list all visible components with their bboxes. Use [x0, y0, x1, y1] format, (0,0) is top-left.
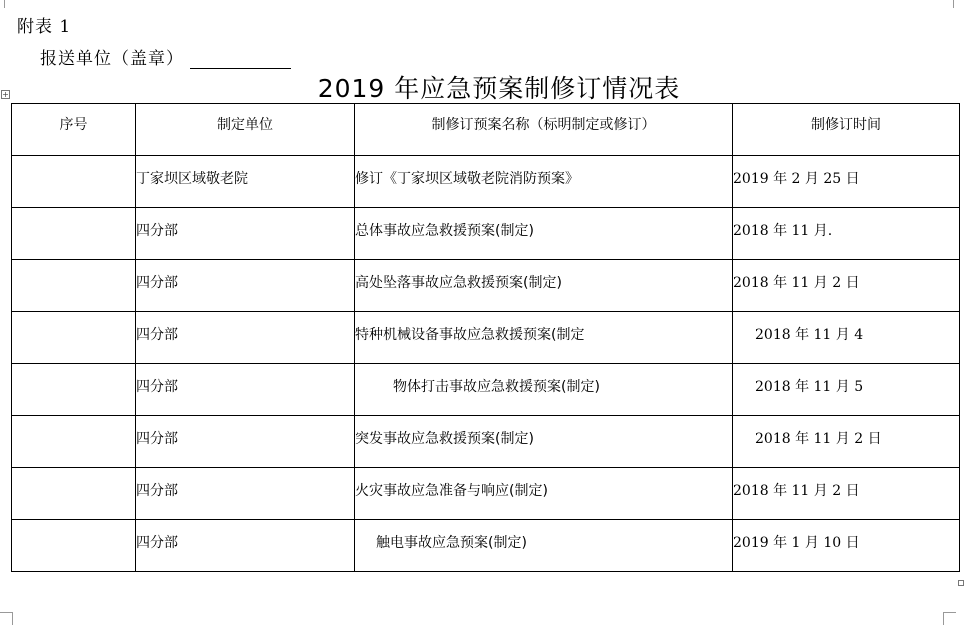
cell-plan-name[interactable]: 物体打击事故应急救援预案(制定) [355, 364, 733, 416]
cell-unit[interactable]: 四分部 [136, 416, 355, 468]
table-header-row [12, 104, 960, 156]
cell-plan-name[interactable]: 触电事故应急预案(制定) [355, 520, 733, 572]
header-unit[interactable]: 制定单位 [136, 104, 355, 156]
cell-unit[interactable]: 四分部 [136, 260, 355, 312]
resize-handle-icon[interactable] [958, 580, 964, 586]
cell-serial-no[interactable] [12, 416, 136, 468]
cell-revision-time[interactable]: 2018 年 11 月 4 [733, 312, 960, 364]
cell-serial-no[interactable] [12, 468, 136, 520]
cell-unit[interactable]: 丁家坝区域敬老院 [136, 156, 355, 208]
cell-revision-time[interactable]: 2018 年 11 月 2 日 [733, 468, 960, 520]
cell-revision-time[interactable]: 2018 年 11 月 5 [733, 364, 960, 416]
header-serial-no[interactable]: 序号 [12, 104, 136, 156]
page-corner-guide-bottom-left [0, 612, 13, 625]
plan-revision-table [11, 103, 960, 572]
cell-revision-time[interactable]: 2018 年 11 月 2 日 [733, 416, 960, 468]
submitting-unit-label: 报送单位（盖章） [40, 49, 184, 69]
table-row [12, 156, 960, 208]
move-handle-icon[interactable]: + [2, 90, 9, 99]
cell-unit[interactable]: 四分部 [136, 520, 355, 572]
cell-revision-time[interactable]: 2019 年 2 月 25 日 [733, 156, 960, 208]
table-row [12, 468, 960, 520]
attachment-label: 附表 1 [17, 17, 72, 37]
table-row [12, 364, 960, 416]
page-corner-guide-top-right [953, 0, 954, 8]
header-plan-name[interactable]: 制修订预案名称（标明制定或修订） [355, 104, 733, 156]
cell-plan-name[interactable]: 火灾事故应急准备与响应(制定) [355, 468, 733, 520]
cell-unit[interactable]: 四分部 [136, 312, 355, 364]
table-row [12, 520, 960, 572]
header-revision-time[interactable]: 制修订时间 [733, 104, 960, 156]
page-corner-guide-top-left [4, 0, 5, 8]
cell-plan-name[interactable]: 特种机械设备事故应急救援预案(制定 [355, 312, 733, 364]
cell-revision-time[interactable]: 2018 年 11 月. [733, 208, 960, 260]
cell-unit[interactable]: 四分部 [136, 208, 355, 260]
cell-serial-no[interactable] [12, 260, 136, 312]
cell-plan-name[interactable]: 修订《丁家坝区域敬老院消防预案》 [355, 156, 733, 208]
cell-serial-no[interactable] [12, 156, 136, 208]
cell-serial-no[interactable] [12, 520, 136, 572]
cell-serial-no[interactable] [12, 208, 136, 260]
cell-unit[interactable]: 四分部 [136, 364, 355, 416]
cell-plan-name[interactable]: 高处坠落事故应急救援预案(制定) [355, 260, 733, 312]
cell-serial-no[interactable] [12, 364, 136, 416]
page-title: 2019 年应急预案制修订情况表 [317, 74, 681, 103]
cell-plan-name[interactable]: 总体事故应急救援预案(制定) [355, 208, 733, 260]
cell-unit[interactable]: 四分部 [136, 468, 355, 520]
submitting-unit-blank[interactable] [190, 48, 291, 69]
table-row [12, 260, 960, 312]
table-row [12, 416, 960, 468]
page-corner-guide-bottom-right [943, 612, 956, 625]
submitting-unit-line [40, 44, 291, 69]
table-row [12, 312, 960, 364]
cell-revision-time[interactable]: 2018 年 11 月 2 日 [733, 260, 960, 312]
cell-revision-time[interactable]: 2019 年 1 月 10 日 [733, 520, 960, 572]
table-row [12, 208, 960, 260]
cell-plan-name[interactable]: 突发事故应急救援预案(制定) [355, 416, 733, 468]
cell-serial-no[interactable] [12, 312, 136, 364]
